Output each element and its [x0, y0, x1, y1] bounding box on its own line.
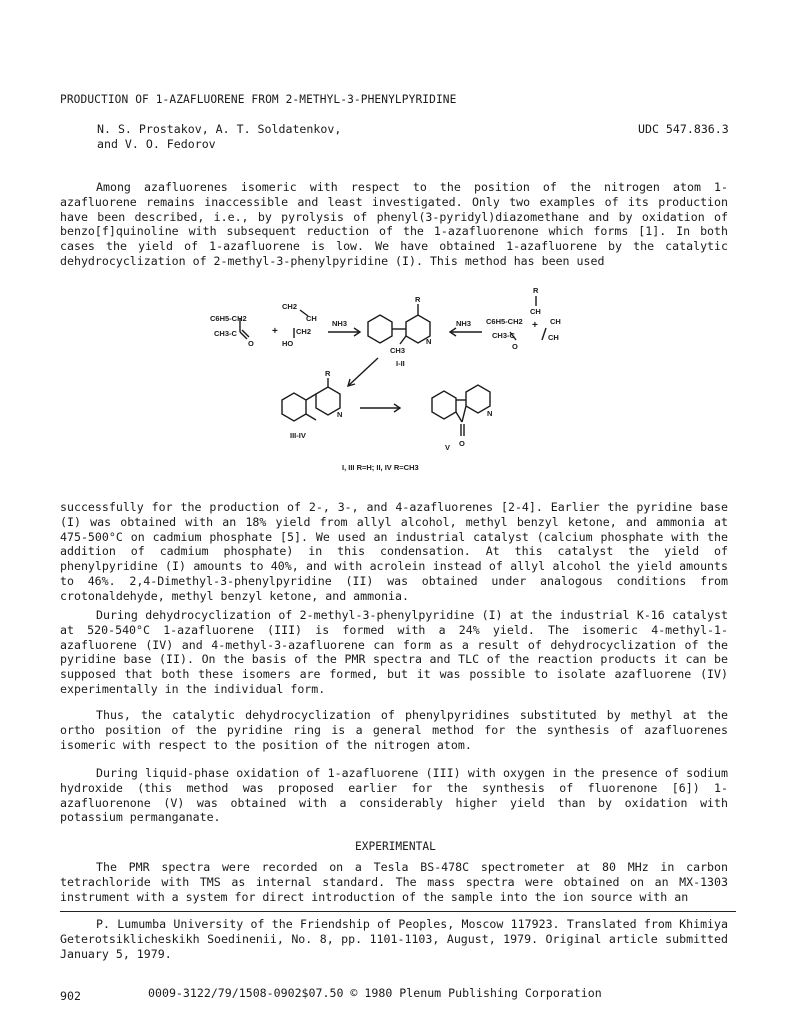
reaction-scheme: [210, 282, 590, 478]
scheme-label-ch-right: CH: [530, 307, 541, 316]
scheme-legend: I, III R=H; II, IV R=CH3: [342, 463, 419, 472]
scheme-label-nh3-right: NH3: [456, 319, 472, 328]
scheme-arrow: [348, 358, 378, 386]
paragraph-synthesis: successfully for the production of 2-, 3-, and 4-azafluorenes [2-4]. Earlier the pyridine base (I) was obtained with an 18% yield from allyl alcohol, methyl benzyl ketone, and ammonia at 475-500°C on cadmium phosphate [5]. We used an industrial catalyst (calcium phosphate with the addition of cadmium phosphate) in this condensation. At this catalyst the yield of phenylpyridine (I) amounts to 40%, and with acrolein instead of allyl alcohol the yield amounts to 46%. 2,4-Dimethyl-3-phenylpyridine (II) was obtained under analogous conditions from crotonaldehyde, methyl benzyl ketone, and ammonia.: [60, 500, 728, 603]
scheme-label-n: N: [426, 337, 432, 346]
scheme-bond: [306, 394, 316, 400]
paragraph-intro: [60, 180, 728, 269]
paragraph-oxidation: [60, 766, 728, 825]
scheme-label-ch: CH: [306, 314, 317, 323]
scheme-label-r-right: R: [533, 286, 539, 295]
scheme-label-r: R: [415, 295, 421, 304]
scheme-label-plus: +: [272, 326, 278, 337]
section-heading-experimental: EXPERIMENTAL: [355, 840, 436, 853]
paragraph-intro-text: Among azafluorenes isomeric with respect to the position of the nitrogen atom 1-azafluorene remains inaccessible and least investigated. Only two examples of its production have been described, i.e., by pyrolysis of phenyl(3-pyridyl)diazomethane and by oxidation of benzo[f]quinoline with subsequent reduction of the 1-azafluorenone which forms [1]. In both cases the yield of 1-azafluorene is low. We have obtained 1-azafluorene by the catalytic dehydrocyclization of 2-methyl-3-phenylpyridine (I). This method has been used: [60, 180, 728, 268]
paragraph-dehydrocyclization: [60, 608, 728, 697]
paragraph-dehydrocyclization-text: During dehydrocyclization of 2-methyl-3-phenylpyridine (I) at the industrial K-16 catalyst at 520-540°C 1-azafluorene (III) is formed with a 24% yield. The isomeric 4-methyl-1-azafluorene (IV) and 4-methyl-3-azafluorene can form as a result of dehydrocyclization of the pyridine base (II). On the basis of the PMR spectra and TLC of the reaction products it can be supposed that both these isomers are formed, but it was possible to isolate azafluorene (IV) experimentally in the individual form.: [60, 608, 728, 696]
scheme-label-n-iii: N: [337, 410, 343, 419]
footnote-text: P. Lumumba University of the Friendship of Peoples, Moscow 117923. Translated from Khimiya Geterotsiklicheskikh Soedinenii, No. 8, pp. 1101-1103, August, 1979. Original article submitted January 5, 1979.: [60, 917, 728, 961]
azafluorene-benzene-ring: [282, 393, 306, 421]
paragraph-experimental-text: The PMR spectra were recorded on a Tesla BS-478C spectrometer at 80 MHz in carbon tetrachloride with TMS as internal standard. The mass spectra were obtained on an MX-1303 instrument with a system for direct introduction of the sample into the ion source with an: [60, 860, 728, 904]
scheme-label-plus-right: +: [532, 320, 538, 331]
scheme-bond: [400, 336, 406, 344]
scheme-bond: [456, 412, 462, 422]
scheme-label-iii-iv: III-IV: [290, 431, 306, 440]
page-number: 902: [60, 989, 81, 1003]
footnote-divider: [60, 911, 736, 912]
scheme-label-ch3: CH3: [390, 346, 406, 355]
scheme-label-o: O: [248, 339, 254, 348]
paragraph-oxidation-text: During liquid-phase oxidation of 1-azafluorene (III) with oxygen in the presence of sodium hydroxide (this method was proposed earlier for the synthesis of fluorenone [6]) 1-azafluorenone (V) was obtained with a considerably higher yield than by oxidation with potassium permanganate.: [60, 766, 728, 825]
paragraph-conclusion: [60, 708, 728, 752]
paragraph-conclusion-text: Thus, the catalytic dehydrocyclization of phenylpyridines substituted by methyl at the ortho position of the pyridine ring is a general method for the synthesis of azafluorenes isomeric with respect to the position of the nitrogen atom.: [60, 708, 728, 752]
authors-line-2: and V. O. Fedorov: [97, 137, 216, 151]
scheme-bond: [306, 414, 316, 420]
azafluorenone-benzene-ring: [432, 391, 456, 419]
scheme-label-ho: HO: [282, 339, 294, 348]
scheme-bond: [542, 328, 546, 340]
scheme-label-i-ii: I-II: [396, 359, 405, 368]
scheme-label-o-right: O: [512, 342, 518, 351]
authors-line-1: N. S. Prostakov, A. T. Soldatenkov,: [97, 122, 342, 136]
scheme-label-ch3c-right: CH3-C: [492, 331, 515, 340]
scheme-label-v: V: [445, 443, 451, 452]
paragraph-experimental: [60, 860, 728, 904]
scheme-label-c6h5ch2: C6H5-CH2: [210, 314, 247, 323]
scheme-label-nh3-left: NH3: [332, 319, 348, 328]
scheme-label-ch-right-b: CH: [550, 317, 561, 326]
scheme-bond: [462, 406, 466, 422]
copyright-line: 0009-3122/79/1508-0902$07.50 © 1980 Plenum Publishing Corporation: [148, 986, 602, 1000]
scheme-label-ch2: CH2: [282, 302, 298, 311]
footnote: [60, 917, 728, 961]
benzene-ring: [368, 315, 392, 343]
scheme-label-ch-right-c: CH: [548, 333, 559, 342]
scheme-label-o-v: O: [459, 439, 465, 448]
scheme-label-c6h5ch2-right: C6H5-CH2: [486, 317, 523, 326]
scheme-label-r-iii: R: [325, 369, 331, 378]
scheme-label-n-v: N: [487, 409, 493, 418]
scheme-label-ch2-b: CH2: [296, 327, 312, 336]
article-title: PRODUCTION OF 1-AZAFLUORENE FROM 2-METHYL-3-PHENYLPYRIDINE: [60, 93, 457, 106]
udc-code: UDC 547.836.3: [638, 122, 729, 136]
scheme-label-ch3c: CH3-C: [214, 329, 237, 338]
